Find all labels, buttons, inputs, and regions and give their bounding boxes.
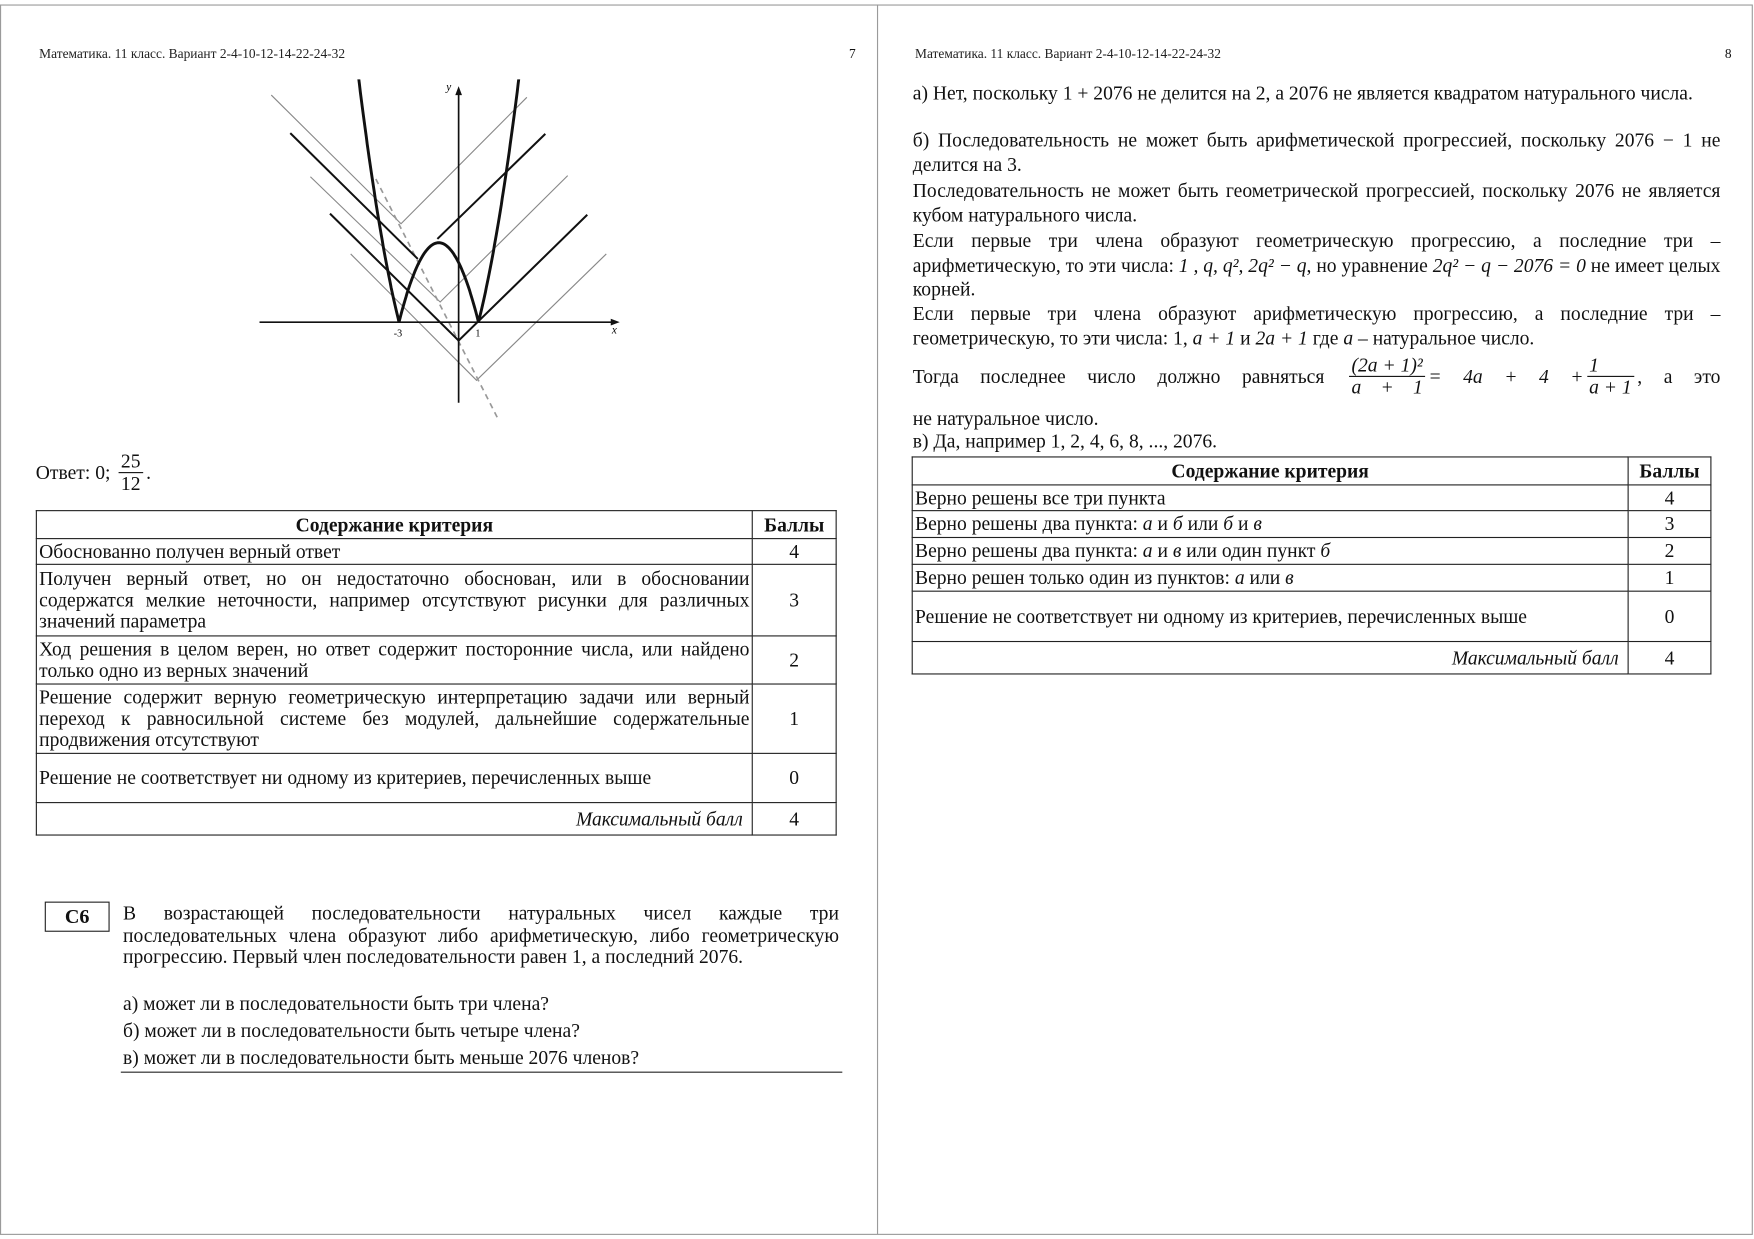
criterion-score: 1 xyxy=(1628,564,1711,591)
solution-part-b xyxy=(913,129,1721,177)
text: б) Последовательность не может быть арифметической прогрессией, поскольку xyxy=(912,128,1607,152)
table-row xyxy=(36,636,836,684)
item-ref: в xyxy=(1172,539,1182,562)
y-axis-label: y xyxy=(446,81,452,94)
text: или xyxy=(1244,566,1286,589)
text: не имеет целых корней. xyxy=(912,253,1721,300)
table-row xyxy=(36,753,836,802)
text: Если первые три члена образуют геометрическую прогрессию, а последние три – арифметическую, то эти числа: xyxy=(912,229,1721,276)
solution-paragraph-case2 xyxy=(913,302,1721,350)
page-8 xyxy=(877,4,1753,1234)
thick-lines xyxy=(290,133,587,341)
fraction xyxy=(1349,355,1425,399)
answer xyxy=(36,451,151,495)
task-statement: В возрастающей последовательности натуральных чисел каждые три последовательных члена образуют либо арифметическую, либо геометрическую прогрессию. Первый член последовательности равен 1, а последний 2076. xyxy=(123,901,839,968)
header-score: Баллы xyxy=(1628,457,1711,485)
page-number: 8 xyxy=(1724,45,1732,62)
parameter-graph xyxy=(253,79,628,426)
text: или один пункт xyxy=(1181,539,1321,562)
math: 1 , q, q², 2q² − q xyxy=(1178,253,1307,276)
answer-fraction xyxy=(119,451,143,495)
running-header: Математика. 11 класс. Вариант 2-4-10-12-14-22-24-32 xyxy=(915,45,1221,62)
max-score-value: 4 xyxy=(1628,642,1711,674)
fraction-denominator: 12 xyxy=(120,472,141,495)
table-header-row xyxy=(36,511,836,539)
criterion-text: Решение содержит верную геометрическую интерпретацию задачи или верный переход к равносильной системе без модулей, дальнейшие содержательные продвижения отсутствуют xyxy=(36,684,752,753)
tick-label-neg3: -3 xyxy=(393,328,403,340)
text: и xyxy=(1152,539,1173,562)
fraction-denominator: a + 1 xyxy=(1351,375,1423,399)
criterion-score: 4 xyxy=(752,539,836,565)
criterion-text: Верно решены все три пункта xyxy=(912,485,1628,511)
solution-part-c: в) Да, например 1, 2, 4, 6, 8, ..., 2076. xyxy=(912,429,1218,452)
text: и xyxy=(1240,326,1251,349)
item-ref: в xyxy=(1253,512,1262,535)
criterion-text: Решение не соответствует ни одному из критериев, перечисленных выше xyxy=(912,591,1628,641)
task-question-c: в) может ли в последовательности быть меньше 2076 членов? xyxy=(123,1045,640,1069)
item-ref: б xyxy=(1172,512,1183,535)
criterion-text xyxy=(912,511,1628,538)
answer-period: . xyxy=(146,460,151,484)
item-ref: б xyxy=(1223,512,1234,535)
criterion-score: 3 xyxy=(752,564,836,636)
text: Верно решены два пункта: xyxy=(915,539,1143,562)
table-row xyxy=(912,511,1711,538)
criterion-score: 4 xyxy=(1628,485,1711,511)
text: , а это xyxy=(1637,365,1721,388)
criterion-text: Обоснованно получен верный ответ xyxy=(36,539,752,565)
solution-paragraph-case1 xyxy=(913,229,1721,301)
table-header-row xyxy=(912,457,1711,485)
math: 2a + 1 xyxy=(1255,326,1308,349)
text: и xyxy=(1152,512,1173,535)
fraction-denominator: a + 1 xyxy=(1589,375,1632,399)
math: a + 1 xyxy=(1192,326,1236,349)
text: – натуральное число. xyxy=(1358,326,1535,349)
table-row xyxy=(36,539,836,565)
text: не делится на 3. xyxy=(912,128,1721,176)
fraction-numerator: (2a + 1)² xyxy=(1349,355,1425,377)
criterion-text xyxy=(912,537,1628,564)
criteria-table-c5 xyxy=(36,510,837,836)
item-ref: а xyxy=(1142,539,1153,562)
answer-label: Ответ: 0; xyxy=(35,460,111,484)
item-ref: а xyxy=(1234,566,1245,589)
solution-paragraph-geometric: Последовательность не может быть геометрической прогрессией, поскольку 2076 не является кубом натурального числа. xyxy=(912,178,1721,226)
item-ref: в xyxy=(1285,566,1294,589)
math: = 4a + 4 + xyxy=(1428,365,1584,388)
math: 2q² − q − 2076 = 0 xyxy=(1432,253,1586,276)
running-header: Математика. 11 класс. Вариант 2-4-10-12-14-22-24-32 xyxy=(39,45,346,62)
text: , но уравнение xyxy=(1306,253,1428,276)
table-row xyxy=(36,564,836,636)
text: а) Нет, поскольку xyxy=(912,81,1058,105)
task-underline xyxy=(121,1072,842,1073)
math: a xyxy=(1343,326,1354,349)
solution-formula-cont: не натуральное число. xyxy=(912,407,1099,430)
page-7 xyxy=(0,4,878,1234)
math: 2076 − 1 xyxy=(1614,128,1693,152)
solution-formula-line xyxy=(913,355,1721,399)
fraction-numerator: 1 xyxy=(1587,355,1634,377)
item-ref: б xyxy=(1320,539,1331,562)
criterion-score: 0 xyxy=(752,753,836,802)
max-score-label: Максимальный балл xyxy=(912,642,1628,674)
text: и xyxy=(1233,512,1254,535)
task-label-c6: C6 xyxy=(45,902,110,932)
text: Если первые три члена образуют арифметическую прогрессию, а последние три – геометрическую, то эти числа: 1, xyxy=(912,302,1721,349)
math: 2076 xyxy=(1288,81,1329,105)
table-row xyxy=(912,591,1711,641)
y-axis-arrow xyxy=(455,86,462,95)
table-max-row xyxy=(912,642,1711,674)
item-ref: а xyxy=(1142,512,1153,535)
criterion-text: Получен верный ответ, но он недостаточно обоснован, или в обосновании содержатся мелкие неточности, например отсутствуют рисунки для различных значений параметра xyxy=(36,564,752,636)
text: или xyxy=(1182,512,1224,535)
header-content: Содержание критерия xyxy=(912,457,1628,485)
tick-label-1: 1 xyxy=(475,328,481,340)
criterion-score: 2 xyxy=(752,636,836,684)
table-row xyxy=(912,564,1711,591)
max-score-value: 4 xyxy=(752,803,836,835)
task-question-b: б) может ли в последовательности быть четыре члена? xyxy=(123,1019,580,1042)
x-axis-label: x xyxy=(611,324,617,337)
text: Тогда последнее число должно равняться xyxy=(912,365,1325,388)
criterion-text xyxy=(912,564,1628,591)
criterion-text: Решение не соответствует ни одному из критериев, перечисленных выше xyxy=(36,753,752,802)
criterion-text: Ход решения в целом верен, но ответ содержит посторонние числа, или найдено только одно из верных значений xyxy=(36,636,752,684)
text: Верно решен только один из пунктов: xyxy=(915,566,1235,589)
math: 1 + 2076 xyxy=(1062,81,1133,105)
criterion-score: 0 xyxy=(1628,591,1711,641)
fraction-numerator: 25 xyxy=(119,451,143,473)
header-score: Баллы xyxy=(752,511,836,539)
header-content: Содержание критерия xyxy=(36,511,752,539)
table-row xyxy=(912,537,1711,564)
criteria-table-c6 xyxy=(912,456,1712,674)
criterion-score: 3 xyxy=(1628,511,1711,538)
table-row xyxy=(912,485,1711,511)
table-row xyxy=(36,684,836,753)
criterion-score: 2 xyxy=(1628,537,1711,564)
solution-part-a xyxy=(913,82,1721,106)
text: Верно решены два пункта: xyxy=(915,512,1143,535)
text: не делится на 2, а xyxy=(1137,81,1285,105)
page-number: 7 xyxy=(849,45,856,62)
text: не является квадратом натурального числа. xyxy=(1332,81,1693,105)
task-question-a: а) может ли в последовательности быть три члена? xyxy=(123,992,549,1015)
max-score-label: Максимальный балл xyxy=(36,803,752,835)
fraction xyxy=(1587,355,1634,399)
text: где xyxy=(1312,326,1339,349)
criterion-score: 1 xyxy=(752,684,836,753)
table-max-row xyxy=(36,803,836,835)
